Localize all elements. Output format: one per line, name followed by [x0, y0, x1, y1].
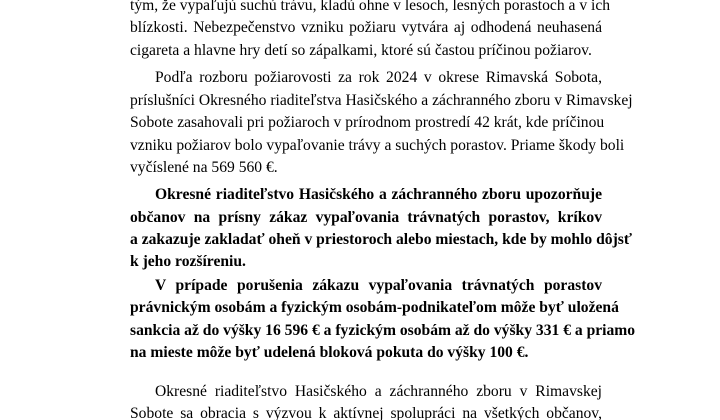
- intro-line: cigareta a hlavne hry detí so zápalkami, ktoré sú častou príčinou požiarov.: [130, 42, 592, 59]
- statistics-line: vyčíslené na 569 560 €.: [130, 159, 278, 176]
- appeal-line: Sobote sa obracia s výzvou k aktívnej spolupráci na všetkých občanov,: [130, 405, 602, 420]
- warning-line: k jeho rozšíreniu.: [130, 253, 246, 270]
- intro-line: blízkosti. Nebezpečenstvo vzniku požiaru vytvára aj odhodená neuhasená: [130, 19, 602, 36]
- statistics-line: Podľa rozboru požiarovosti za rok 2024 v okrese Rimavská Sobota,: [155, 69, 602, 86]
- penalty-line: právnickým osobám a fyzickým osobám-podnikateľom môže byť uložená: [130, 299, 619, 316]
- penalty-line: na mieste môže byť udelená bloková pokuta do výšky 100 €.: [130, 344, 529, 361]
- warning-line: občanov na prísny zákaz vypaľovania trávnatých porastov, kríkov: [130, 209, 602, 226]
- statistics-line: príslušníci Okresného riaditeľstva Hasičského a záchranného zboru v Rimavskej: [130, 92, 633, 109]
- penalty-line: V prípade porušenia zákazu vypaľovania trávnatých porastov: [155, 277, 602, 294]
- statistics-line: Sobote zasahovali pri požiaroch v prírodnom prostredí 42 krát, kde príčinou: [130, 114, 605, 131]
- warning-line: Okresné riaditeľstvo Hasičského a záchranného zboru upozorňuje: [155, 186, 602, 203]
- warning-line: a zakazuje zakladať oheň v priestoroch alebo miestach, kde by mohlo dôjsť: [130, 231, 632, 248]
- statistics-line: vzniku požiarov bolo vypaľovanie trávy a suchých porastov. Priame škody boli: [130, 137, 625, 154]
- appeal-line: Okresné riaditeľstvo Hasičského a záchranného zboru v Rimavskej: [155, 383, 602, 400]
- penalty-line: sankcia až do výšky 16 596 € a fyzickým osobám až do výšky 331 € a priamo: [130, 322, 636, 339]
- intro-line: tým, že vypaľujú suchú trávu, kladú ohne v lesoch, lesných porastoch a v ich: [130, 0, 611, 14]
